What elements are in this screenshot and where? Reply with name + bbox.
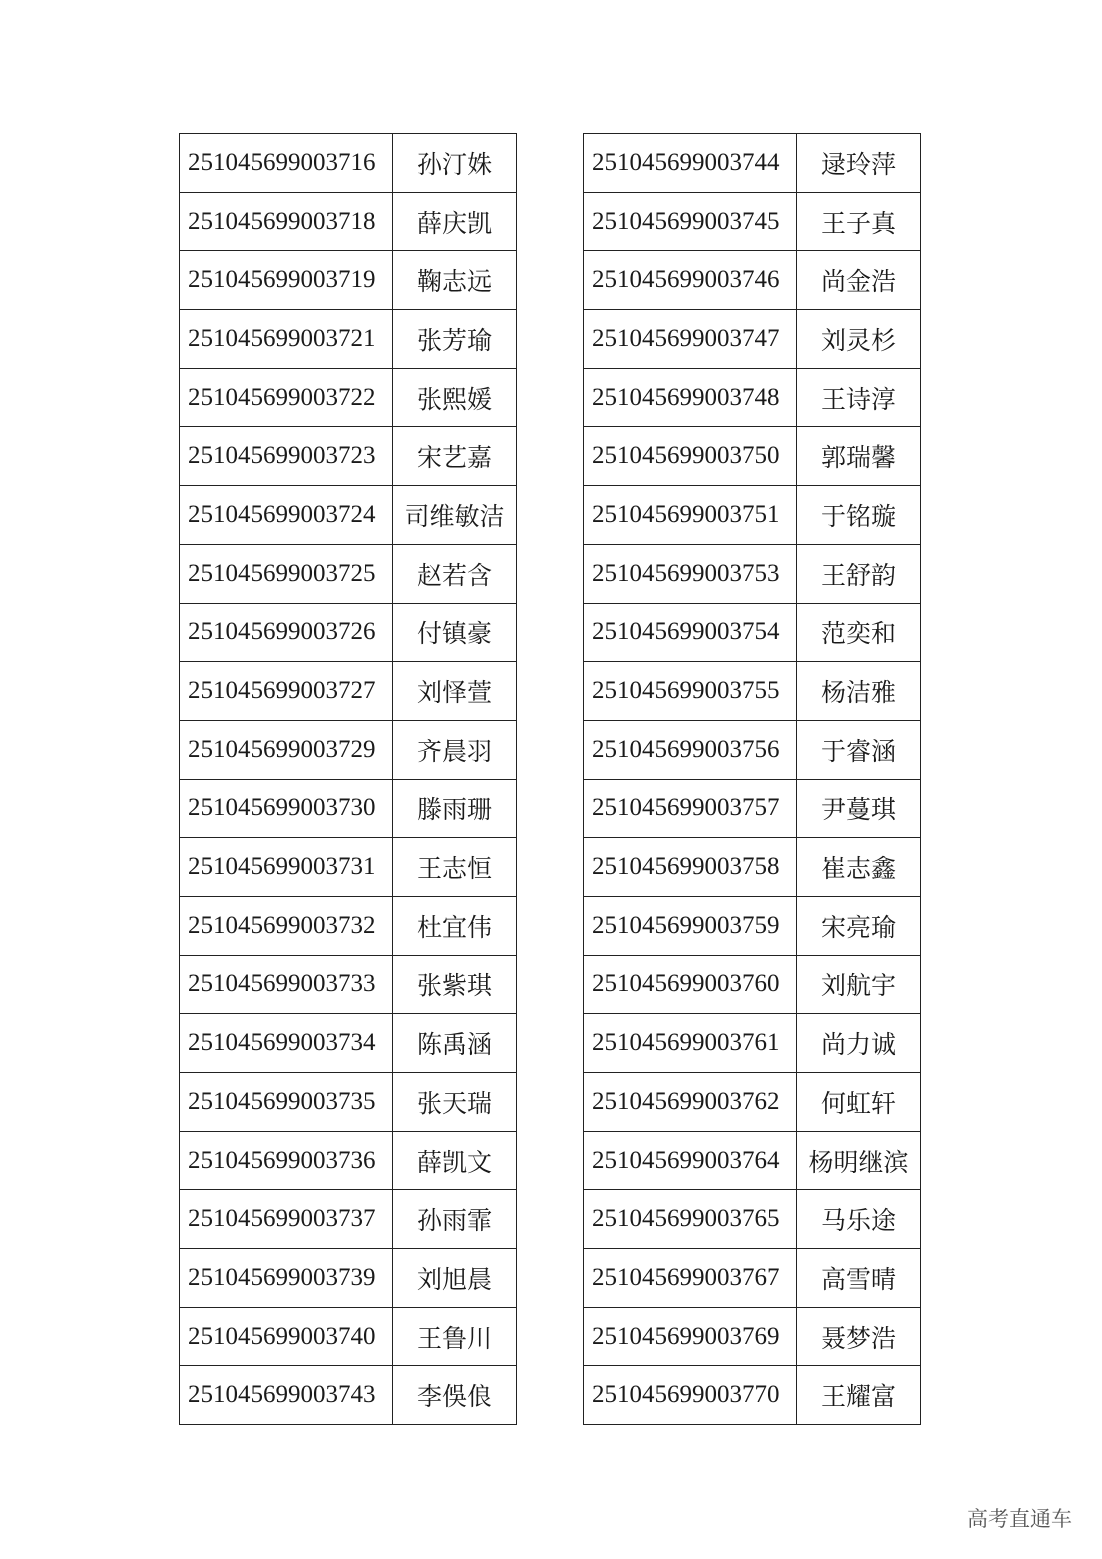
table-row	[180, 1366, 517, 1425]
student-id-cell: 251045699003770	[584, 1366, 797, 1425]
roster-table-left-body	[180, 134, 517, 1425]
student-name-cell: 杨洁雅	[797, 662, 921, 721]
student-id-cell: 251045699003730	[180, 779, 393, 838]
table-row	[180, 1190, 517, 1249]
table-row	[584, 486, 921, 545]
student-name-cell: 滕雨珊	[393, 779, 517, 838]
table-row	[584, 134, 921, 193]
student-name-cell: 赵若含	[393, 544, 517, 603]
table-row	[180, 779, 517, 838]
student-id-cell: 251045699003727	[180, 662, 393, 721]
student-name-cell: 宋艺嘉	[393, 427, 517, 486]
student-name-cell: 陈禹涵	[393, 1014, 517, 1073]
student-name-cell: 王诗淳	[797, 368, 921, 427]
table-row	[180, 1014, 517, 1073]
student-name-cell: 杜宜伟	[393, 896, 517, 955]
watermark-text: 高考直通车	[967, 1507, 1072, 1531]
student-id-cell: 251045699003724	[180, 486, 393, 545]
table-row	[180, 1073, 517, 1132]
student-id-cell: 251045699003756	[584, 720, 797, 779]
student-id-cell: 251045699003721	[180, 310, 393, 369]
table-row	[180, 251, 517, 310]
student-id-cell: 251045699003735	[180, 1073, 393, 1132]
student-name-cell: 王耀富	[797, 1366, 921, 1425]
student-name-cell: 鞠志远	[393, 251, 517, 310]
student-id-cell: 251045699003757	[584, 779, 797, 838]
student-name-cell: 聂梦浩	[797, 1307, 921, 1366]
student-name-cell: 王鲁川	[393, 1307, 517, 1366]
student-name-cell: 尚金浩	[797, 251, 921, 310]
student-id-cell: 251045699003765	[584, 1190, 797, 1249]
student-id-cell: 251045699003722	[180, 368, 393, 427]
table-row	[180, 368, 517, 427]
table-row	[584, 1307, 921, 1366]
student-name-cell: 郭瑞馨	[797, 427, 921, 486]
table-row	[584, 427, 921, 486]
student-name-cell: 范奕和	[797, 603, 921, 662]
student-id-cell: 251045699003732	[180, 896, 393, 955]
table-row	[584, 603, 921, 662]
student-id-cell: 251045699003755	[584, 662, 797, 721]
student-name-cell: 尚力诚	[797, 1014, 921, 1073]
table-row	[584, 779, 921, 838]
student-id-cell: 251045699003725	[180, 544, 393, 603]
student-id-cell: 251045699003760	[584, 955, 797, 1014]
table-row	[180, 1131, 517, 1190]
student-name-cell: 司维敏洁	[393, 486, 517, 545]
student-id-cell: 251045699003719	[180, 251, 393, 310]
student-id-cell: 251045699003737	[180, 1190, 393, 1249]
roster-table-left	[179, 133, 517, 1425]
student-name-cell: 于睿涵	[797, 720, 921, 779]
table-row	[584, 1073, 921, 1132]
student-id-cell: 251045699003767	[584, 1249, 797, 1308]
student-id-cell: 251045699003731	[180, 838, 393, 897]
student-id-cell: 251045699003723	[180, 427, 393, 486]
student-name-cell: 刘灵杉	[797, 310, 921, 369]
table-row	[584, 544, 921, 603]
table-row	[180, 603, 517, 662]
student-name-cell: 张芳瑜	[393, 310, 517, 369]
table-row	[584, 1249, 921, 1308]
student-id-cell: 251045699003764	[584, 1131, 797, 1190]
student-name-cell: 高雪晴	[797, 1249, 921, 1308]
student-id-cell: 251045699003744	[584, 134, 797, 193]
student-id-cell: 251045699003746	[584, 251, 797, 310]
student-id-cell: 251045699003750	[584, 427, 797, 486]
student-id-cell: 251045699003758	[584, 838, 797, 897]
table-row	[180, 1249, 517, 1308]
student-id-cell: 251045699003739	[180, 1249, 393, 1308]
table-row	[584, 192, 921, 251]
student-name-cell: 马乐途	[797, 1190, 921, 1249]
table-row	[584, 1190, 921, 1249]
student-name-cell: 王志恒	[393, 838, 517, 897]
student-id-cell: 251045699003745	[584, 192, 797, 251]
table-row	[180, 486, 517, 545]
table-row	[180, 896, 517, 955]
student-id-cell: 251045699003759	[584, 896, 797, 955]
student-id-cell: 251045699003769	[584, 1307, 797, 1366]
table-row	[584, 896, 921, 955]
table-row	[180, 134, 517, 193]
student-id-cell: 251045699003747	[584, 310, 797, 369]
student-id-cell: 251045699003753	[584, 544, 797, 603]
student-id-cell: 251045699003734	[180, 1014, 393, 1073]
table-row	[584, 251, 921, 310]
table-row	[584, 838, 921, 897]
table-row	[180, 955, 517, 1014]
student-id-cell: 251045699003754	[584, 603, 797, 662]
student-name-cell: 宋亮瑜	[797, 896, 921, 955]
student-name-cell: 王子真	[797, 192, 921, 251]
table-row	[584, 368, 921, 427]
student-name-cell: 王舒韵	[797, 544, 921, 603]
student-name-cell: 于铭璇	[797, 486, 921, 545]
table-row	[584, 1131, 921, 1190]
table-row	[584, 720, 921, 779]
student-name-cell: 何虹轩	[797, 1073, 921, 1132]
student-id-cell: 251045699003762	[584, 1073, 797, 1132]
student-name-cell: 薛凯文	[393, 1131, 517, 1190]
student-name-cell: 刘旭晨	[393, 1249, 517, 1308]
student-id-cell: 251045699003718	[180, 192, 393, 251]
student-id-cell: 251045699003748	[584, 368, 797, 427]
student-name-cell: 付镇豪	[393, 603, 517, 662]
table-row	[180, 838, 517, 897]
student-name-cell: 李俁俍	[393, 1366, 517, 1425]
student-name-cell: 杨明继滨	[797, 1131, 921, 1190]
student-name-cell: 孙雨霏	[393, 1190, 517, 1249]
student-name-cell: 尹蔓琪	[797, 779, 921, 838]
student-name-cell: 逯玲萍	[797, 134, 921, 193]
student-name-cell: 薛庆凯	[393, 192, 517, 251]
student-name-cell: 张紫琪	[393, 955, 517, 1014]
table-row	[180, 310, 517, 369]
student-id-cell: 251045699003733	[180, 955, 393, 1014]
student-id-cell: 251045699003716	[180, 134, 393, 193]
table-row	[584, 955, 921, 1014]
table-row	[180, 720, 517, 779]
roster-table-right-body	[584, 134, 921, 1425]
student-name-cell: 张天瑞	[393, 1073, 517, 1132]
student-id-cell: 251045699003751	[584, 486, 797, 545]
student-id-cell: 251045699003743	[180, 1366, 393, 1425]
student-id-cell: 251045699003729	[180, 720, 393, 779]
student-name-cell: 张熙媛	[393, 368, 517, 427]
table-row	[180, 544, 517, 603]
table-row	[584, 1014, 921, 1073]
student-name-cell: 崔志鑫	[797, 838, 921, 897]
student-id-cell: 251045699003740	[180, 1307, 393, 1366]
student-id-cell: 251045699003736	[180, 1131, 393, 1190]
roster-table-right	[583, 133, 921, 1425]
table-row	[584, 310, 921, 369]
table-row	[180, 427, 517, 486]
student-name-cell: 刘航宇	[797, 955, 921, 1014]
table-row	[180, 1307, 517, 1366]
student-name-cell: 刘怿萱	[393, 662, 517, 721]
table-row	[584, 662, 921, 721]
student-id-cell: 251045699003726	[180, 603, 393, 662]
student-id-cell: 251045699003761	[584, 1014, 797, 1073]
student-name-cell: 孙汀姝	[393, 134, 517, 193]
table-row	[180, 662, 517, 721]
student-name-cell: 齐晨羽	[393, 720, 517, 779]
table-row	[584, 1366, 921, 1425]
table-row	[180, 192, 517, 251]
